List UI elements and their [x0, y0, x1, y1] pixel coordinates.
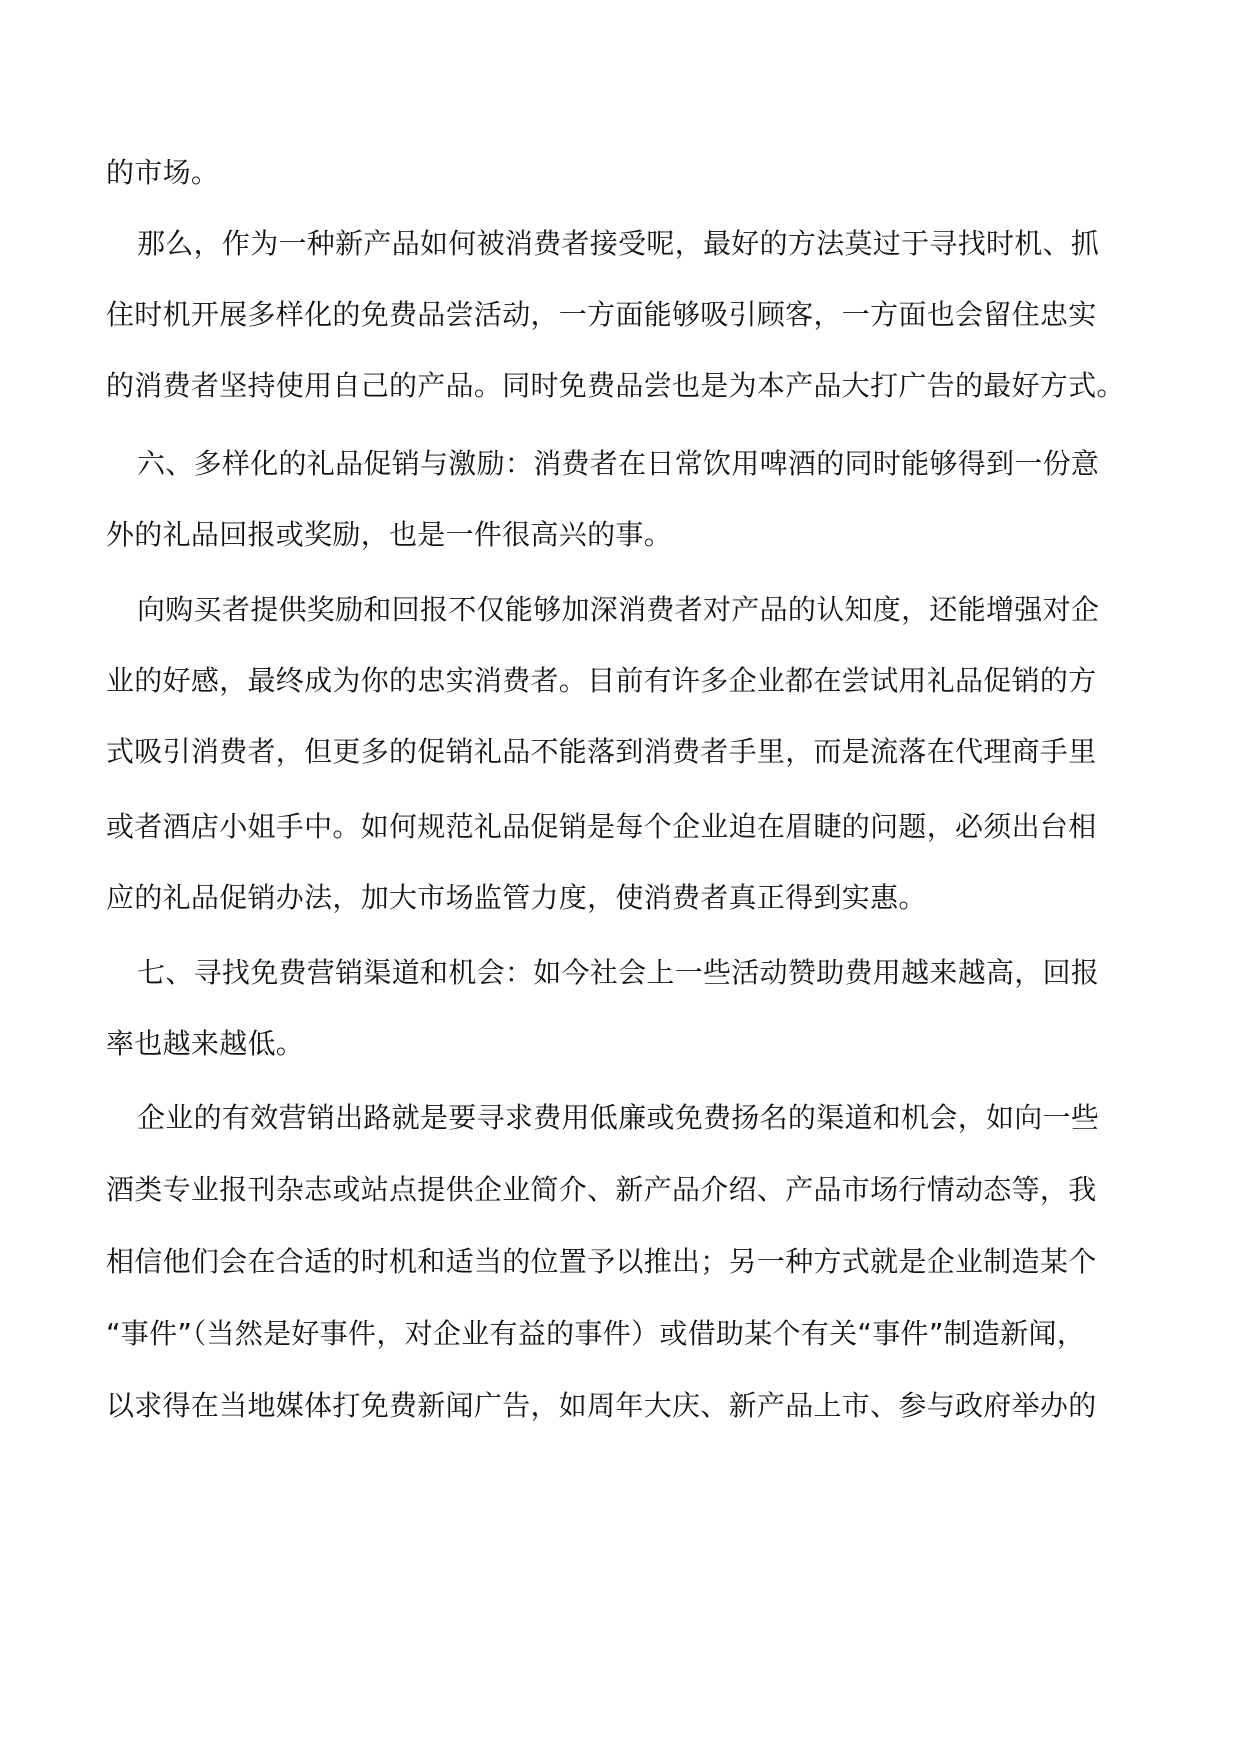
paragraph-first-line: 六、多样化的礼品促销与激励：消费者在日常饮用啤酒的同时能够得到一份意	[137, 447, 1100, 480]
text-line: 相信他们会在合适的时机和适当的位置予以推出；另一种方式就是企业制造某个	[106, 1245, 1097, 1278]
text-line: 住时机开展多样化的免费品尝活动，一方面能够吸引顾客，一方面也会留住忠实	[106, 298, 1097, 331]
paragraph-first-line: 向购买者提供奖励和回报不仅能够加深消费者对产品的认知度，还能增强对企	[137, 593, 1100, 626]
text-line: “事件”（当然是好事件，对企业有益的事件）或借助某个有关“事件”制造新闻，	[106, 1317, 1086, 1350]
paragraph-first-line: 七、寻找免费营销渠道和机会：如今社会上一些活动赞助费用越来越高，回报	[137, 956, 1100, 989]
paragraph-first-line: 企业的有效营销出路就是要寻求费用低廉或免费扬名的渠道和机会，如向一些	[137, 1101, 1100, 1134]
text-line: 的消费者坚持使用自己的产品。同时免费品尝也是为本产品大打广告的最好方式。	[106, 369, 1125, 402]
text-line: 的市场。	[106, 156, 220, 189]
text-line: 业的好感，最终成为你的忠实消费者。目前有许多企业都在尝试用礼品促销的方	[106, 664, 1097, 697]
text-line: 率也越来越低。	[106, 1027, 305, 1060]
text-line: 应的礼品促销办法，加大市场监管力度，使消费者真正得到实惠。	[106, 881, 927, 914]
text-line: 外的礼品回报或奖励，也是一件很高兴的事。	[106, 518, 673, 551]
text-line: 或者酒店小姐手中。如何规范礼品促销是每个企业迫在眉睫的问题，必须出台相	[106, 810, 1097, 843]
text-line: 酒类专业报刊杂志或站点提供企业简介、新产品介绍、产品市场行情动态等，我	[106, 1173, 1097, 1206]
text-line: 式吸引消费者，但更多的促销礼品不能落到消费者手里，而是流落在代理商手里	[106, 735, 1097, 768]
text-line: 以求得在当地媒体打免费新闻广告，如周年大庆、新产品上市、参与政府举办的	[106, 1389, 1097, 1422]
paragraph-first-line: 那么，作为一种新产品如何被消费者接受呢，最好的方法莫过于寻找时机、抓	[137, 227, 1100, 260]
